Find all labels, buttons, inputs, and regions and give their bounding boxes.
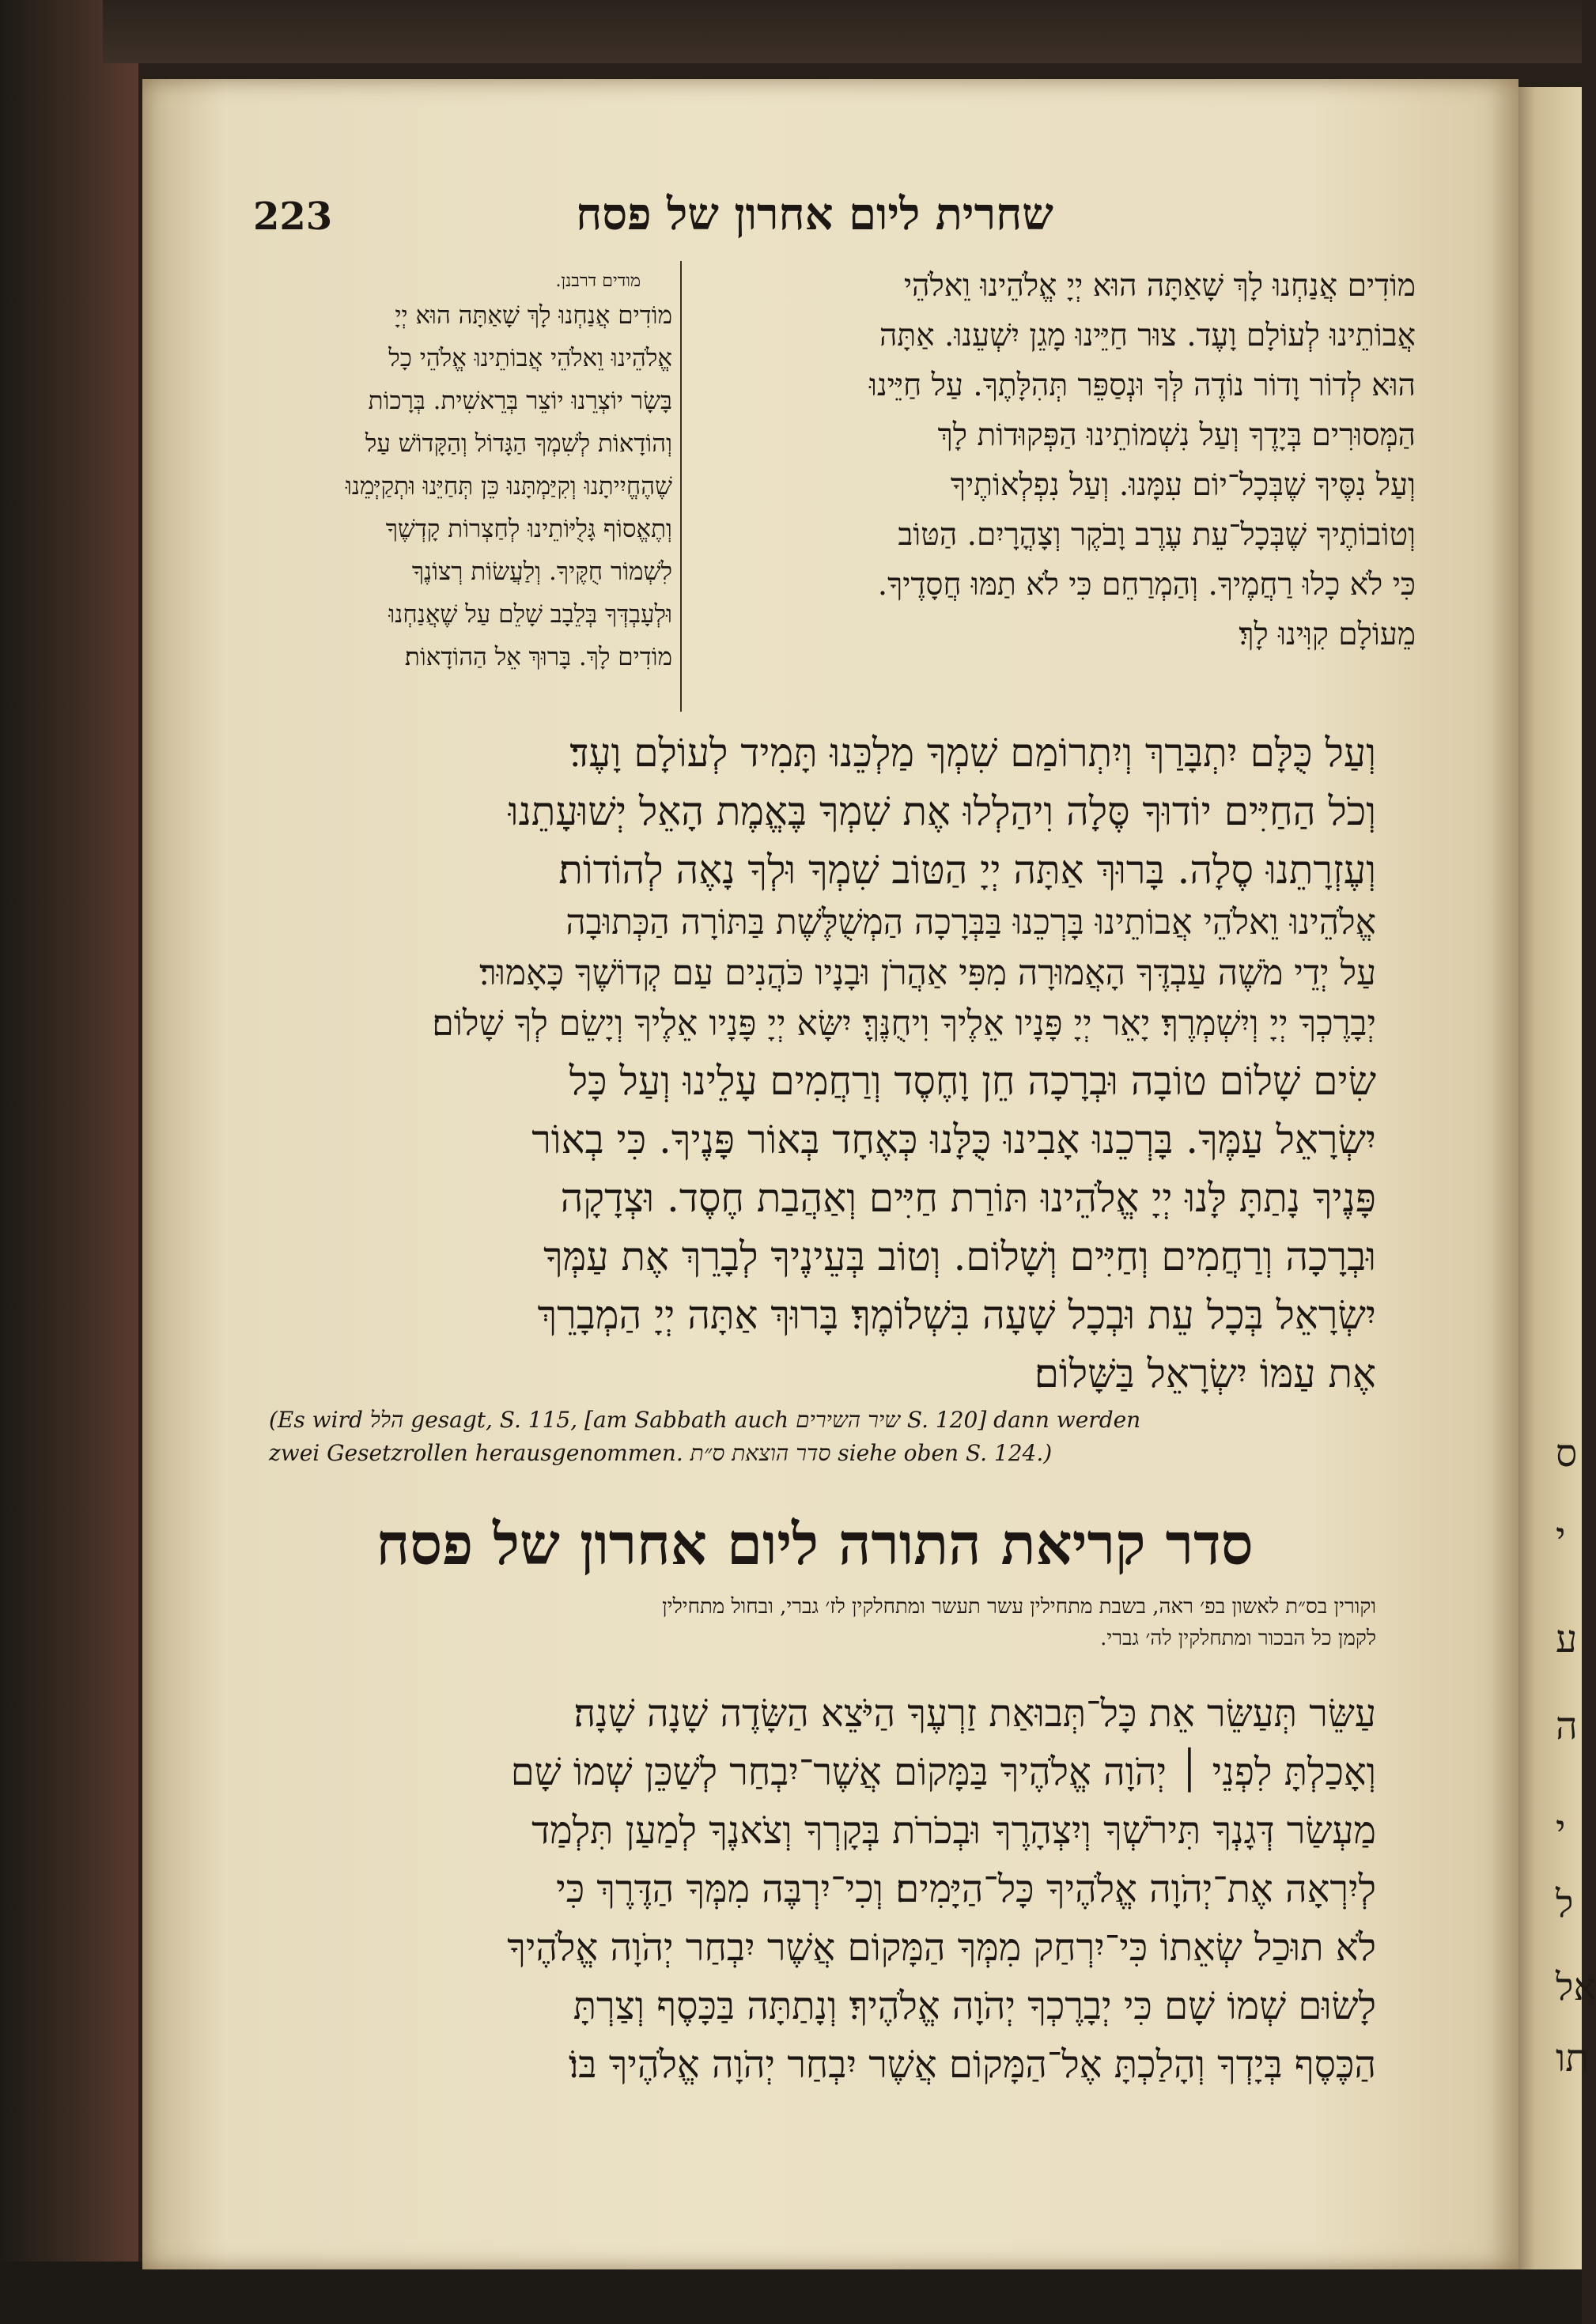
text-line: וּבְרָכָה וְרַחֲמִים וְחַיִּים וְשָׁלוֹם. וְטוֹב בְּעֵינֶיךָ לְבָרֵךְ אֶת עַמְּךָ xyxy=(543,1234,1376,1279)
text-line: לְיִרְאָה אֶת־יְהֹוָה אֱלֹהֶיךָ כָּל־הַיָּמִים׃ וְכִי־יִרְבֶּה מִמְּךָ הַדֶּרֶךְ כִּי xyxy=(556,1867,1376,1911)
text-line: אֱלֹהֵינוּ וֵאלֹהֵי אֲבוֹתֵינוּ בָּרְכֵנוּ בַּבְּרָכָה הַמְשֻׁלֶּשֶׁת בַּתּוֹרָה הַכְּתוּבָה xyxy=(565,902,1376,943)
text-line: וְעַל כֻּלָּם יִתְבָּרַךְ וְיִתְרוֹמַם שִׁמְךָ מַלְכֵּנוּ תָּמִיד לְעוֹלָם וָעֶד׃ xyxy=(569,730,1376,776)
next-page-edge xyxy=(1515,87,1596,2269)
text-line: שִׂים שָׁלוֹם טוֹבָה וּבְרָכָה חֵן וָחֶסֶד וְרַחֲמִים עָלֵינוּ וְעַל כָּל xyxy=(569,1058,1376,1104)
text-line: אֱלֹהֵינוּ וֵאלֹהֵי אֲבוֹתֵינוּ אֱלֹהֵי כָל xyxy=(388,344,672,372)
birkat-kohanim-paragraph xyxy=(245,897,1376,1049)
text-line: כִּי לֹא כָלוּ רַחֲמֶיךָ. וְהַמְרַחֵם כִּי לֹא תַמּוּ חֲסָדֶיךָ. xyxy=(877,567,1416,603)
text-line: מוֹדִים לָךְ. בָּרוּךְ אֵל הַהוֹדָאוֹת׃ xyxy=(404,643,672,671)
page-number: 223 xyxy=(253,195,333,239)
text-line: לֹא תוּכַל שְׂאֵתוֹ כִּי־יִרְחַק מִמְּךָ הַמָּקוֹם אֲשֶׁר יִבְחַר יְהֹוָה אֱלֹהֶיךָ xyxy=(507,1925,1376,1970)
column-divider xyxy=(680,261,682,712)
torah-reading-text xyxy=(245,1684,1376,2094)
text-line: (Es wird הלל gesagt, S. 115, [am Sabbath auch שיר השירים S. 120] dann werden xyxy=(269,1407,1141,1433)
next-page-fragment: תו xyxy=(1556,2036,1589,2080)
next-page-fragment: ע xyxy=(1556,1617,1578,1661)
running-title: שחרית ליום אחרון של פסח xyxy=(576,188,1053,240)
next-page-fragment: ל xyxy=(1556,1882,1574,1926)
text-line: וְטוֹבוֹתֶיךָ שֶׁבְּכָל־עֵת עֶרֶב וָבֹקֶר וְצָהֳרָיִם. הַטּוֹב xyxy=(898,517,1416,553)
next-page-fragment: י xyxy=(1556,1807,1566,1851)
sim-shalom-paragraph xyxy=(245,1052,1376,1403)
text-line: וְכֹל הַחַיִּים יוֹדוּךָ סֶּלָה וִיהַלְלוּ אֶת שִׁמְךָ בֶּאֱמֶת הָאֵל יְשׁוּעָתֵנוּ xyxy=(508,788,1376,834)
german-rubric xyxy=(269,1404,1376,1470)
section-title: סדר קריאת התורה ליום אחרון של פסח xyxy=(376,1510,1254,1578)
text-line: פָּנֶיךָ נָתַתָּ לָּנוּ יְיָ אֱלֹהֵינוּ תּוֹרַת חַיִּים וְאַהֲבַת חֶסֶד. וּצְדָקָה xyxy=(560,1175,1376,1221)
text-line: וְעֶזְרָתֵנוּ סֶלָה. בָּרוּךְ אַתָּה יְיָ הַטּוֹב שִׁמְךָ וּלְךָ נָאֶה לְהוֹדוֹת׃ xyxy=(558,847,1376,893)
text-line: לָשׂוּם שְׁמוֹ שָׁם כִּי יְבָרֶכְךָ יְהֹוָה אֱלֹהֶיךָ׃ וְנָתַתָּה בַּכָּסֶף וְצַרְתָּ xyxy=(573,1984,1376,2028)
reading-instruction xyxy=(245,1591,1376,1654)
text-line: הַכֶּסֶף בְּיָדְךָ וְהָלַכְתָּ אֶל־הַמָּקוֹם אֲשֶׁר יִבְחַר יְהֹוָה אֱלֹהֶיךָ בּוֹ׃ xyxy=(569,2042,1376,2087)
text-line: אֲבוֹתֵינוּ לְעוֹלָם וָעֶד. צוּר חַיֵּינוּ מָגֵן יִשְׁעֵנוּ. אַתָּה xyxy=(879,318,1416,353)
text-line: לִשְׁמוֹר חֻקֶּיךָ. וְלַעֲשׂוֹת רְצוֹנֶךָ xyxy=(411,557,672,586)
text-line: וּלְעָבְדְּךָ בְּלֵבָב שָׁלֵם עַל שֶׁאֲנַחְנוּ xyxy=(388,600,672,629)
text-line: שֶׁהֶחֱיִיתָנוּ וְקִיַּמְתָּנוּ כֵּן תְּחַיֵּנוּ וּתְקַיְּמֵנוּ xyxy=(345,472,672,501)
text-line: בָּשָׂר יוֹצְרֵנוּ יוֹצֵר בְּרֵאשִׁית. בְּרָכוֹת xyxy=(368,387,672,415)
modim-column-right xyxy=(688,261,1416,659)
text-line: וְהוֹדָאוֹת לְשִׁמְךָ הַגָּדוֹל וְהַקָּדוֹשׁ עַל xyxy=(365,429,672,458)
text-line: לקמן כל הבכור ומתחלקין לה׳ גברי. xyxy=(1100,1627,1376,1650)
modim-column-left xyxy=(237,269,672,678)
book-cover-top xyxy=(103,0,1582,63)
next-page-fragment: י xyxy=(1556,1514,1566,1559)
text-line: מוֹדִים אֲנַחְנוּ לָךְ שָׁאַתָּה הוּא יְיָ אֱלֹהֵינוּ וֵאלֹהֵי xyxy=(903,268,1416,304)
text-line: מוֹדִים אֲנַחְנוּ לָךְ שָׁאַתָּה הוּא יְיָ xyxy=(395,301,672,330)
text-line: יְבָרֶכְךָ יְיָ וְיִשְׁמְרֶךָ׃ יָאֵר יְיָ פָּנָיו אֵלֶיךָ וִיחֻנֶּךָּ׃ יִשָּׂא יְיָ פָּנָיו אֵלֶיךָ וְיָשֵׂם לְךָ שָׁלוֹם׃ xyxy=(432,1003,1376,1044)
text-line: מַעְשַׂר דְּגָנְךָ תִּירֹשְׁךָ וְיִצְהָרֶךָ וּבְכֹרֹת בְּקָרְךָ וְצֹאנֶךָ לְמַעַן תִּלְמַד xyxy=(531,1808,1376,1853)
text-line: וְעַל נִסֶּיךָ שֶׁבְּכָל־יוֹם עִמָּנוּ. וְעַל נִפְלְאוֹתֶיךָ xyxy=(950,467,1416,503)
text-line: וְתֶאֱסוֹף גָּלֻיּוֹתֵינוּ לְחַצְרוֹת קָדְשֶׁךָ xyxy=(385,515,672,543)
text-line: יִשְׂרָאֵל בְּכָל עֵת וּבְכָל שָׁעָה בִּשְׁלוֹמֶךָ׃ בָּרוּךְ אַתָּה יְיָ הַמְבָרֵךְ xyxy=(537,1292,1376,1338)
text-line: וְאָכַלְתָּ לִפְנֵי ׀ יְהֹוָה אֱלֹהֶיךָ בַּמָּקוֹם אֲשֶׁר־יִבְחַר לְשַׁכֵּן שְׁמוֹ שָׁם xyxy=(510,1750,1376,1794)
text-line: עַל יְדֵי מֹשֶׁה עַבְדֶּךָ הָאֲמוּרָה מִפִּי אַהֲרֹן וּבָנָיו כֹּהֲנִים עַם קְדוֹשֶׁךָ כָּאָמוּר׃ xyxy=(479,953,1376,993)
next-page-fragment: אל xyxy=(1556,1965,1596,2009)
book-cover-left xyxy=(0,0,138,2324)
veal-kulam-paragraph xyxy=(245,724,1376,899)
book-cover-bottom xyxy=(0,2262,1582,2324)
text-line: וקורין בס״ת לאשון בפ׳ ראה, בשבת מתחילין עשר תעשר ומתחלקין לז׳ גברי, ובחול מתחילין xyxy=(662,1595,1376,1619)
text-line: אֶת עַמּוֹ יִשְׂרָאֵל בַּשָּׁלוֹם׃ xyxy=(1034,1351,1376,1396)
text-line: הוּא לְדוֹר וָדוֹר נוֹדֶה לְּךָ וּנְסַפֵּר תְּהִלָּתֶךָ. עַל חַיֵּינוּ xyxy=(869,368,1416,403)
text-line: הַמְּסוּרִים בְּיָדֶךָ וְעַל נִשְׁמוֹתֵינוּ הַפְּקוּדוֹת לָךְ xyxy=(937,418,1416,453)
text-line: עַשֵּׂר תְּעַשֵּׂר אֵת כָּל־תְּבוּאַת זַרְעֶךָ הַיֹּצֵא הַשָּׂדֶה שָׁנָה שָׁנָה׃ xyxy=(573,1691,1376,1736)
next-page-fragment: ה xyxy=(1556,1704,1578,1748)
column-heading: מודים דרבנן. xyxy=(555,271,641,291)
text-line: zwei Gesetzrollen herausgenommen. סדר הוצאת ס״ת siehe oben S. 124.) xyxy=(269,1440,1053,1466)
text-line: מֵעוֹלָם קִוִּינוּ לָךְ׃ xyxy=(1239,617,1416,652)
next-page-fragment: ס xyxy=(1556,1431,1578,1476)
text-line: יִשְׂרָאֵל עַמֶּךָ. בָּרְכֵנוּ אָבִינוּ כֻּלָּנוּ כְּאֶחָד בְּאוֹר פָּנֶיךָ. כִּי בְאוֹר xyxy=(531,1117,1376,1162)
